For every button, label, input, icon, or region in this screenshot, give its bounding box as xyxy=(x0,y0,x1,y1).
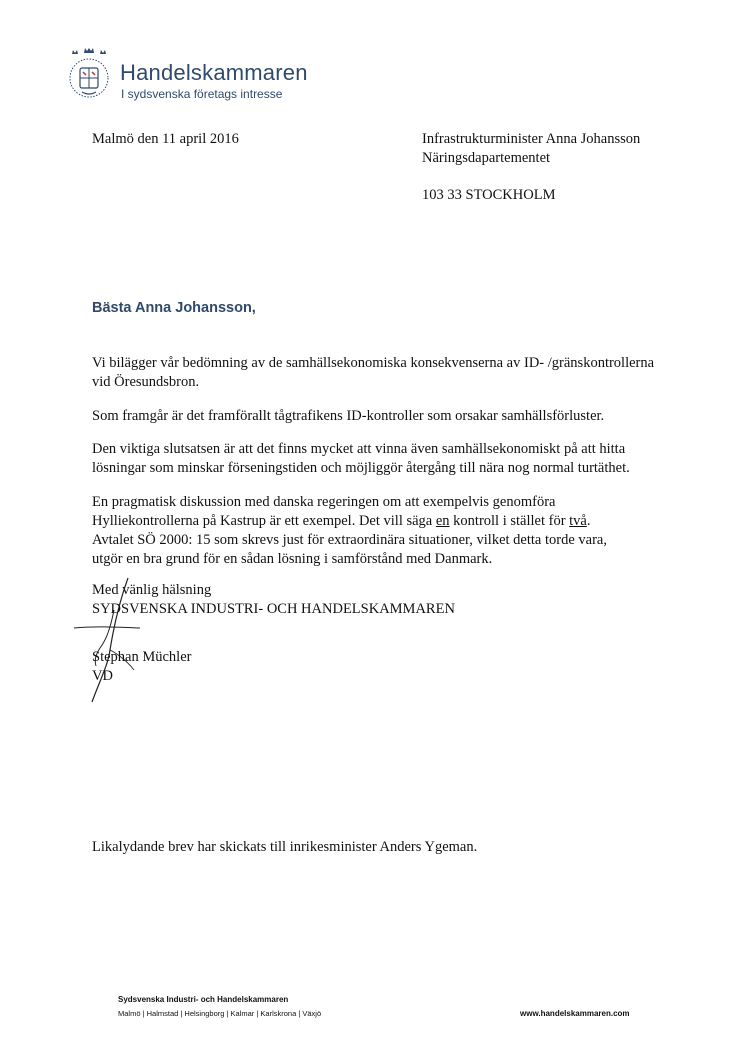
underlined-word: en xyxy=(435,513,450,529)
paragraph-line: vid Öresundsbron. xyxy=(92,374,200,390)
paragraph-line: Den viktiga slutsatsen är att det finns mycket att vinna även samhällsekonomiskt på att hitta xyxy=(92,441,626,457)
footer-office-cities: Malmö | Halmstad | Helsingborg | Kalmar | Karlskrona | Växjö xyxy=(118,1009,322,1018)
signer-title: VD xyxy=(92,668,113,684)
paragraph-line: utgör en bra grund för en sådan lösning i samförstånd med Danmark. xyxy=(92,551,493,567)
footer-organization: Sydsvenska Industri- och Handelskammaren xyxy=(118,995,289,1004)
paragraph-line: Avtalet SÖ 2000: 15 som skrevs just för extraordinära situationer, vilket detta torde vara, xyxy=(92,532,607,548)
recipient-line-1: Infrastrukturminister Anna Johansson xyxy=(422,131,641,147)
greeting: Bästa Anna Johansson, xyxy=(92,300,256,316)
paragraph-line: lösningar som minskar förseningstiden och möjliggör återgång till nära nog normal turtäthet. xyxy=(92,460,630,476)
paragraph-2: Som framgår är det framförallt tågtrafikens ID-kontroller som orsakar samhällsförluster. xyxy=(92,408,605,424)
closing-organization: SYDSVENSKA INDUSTRI- OCH HANDELSKAMMAREN xyxy=(92,601,455,617)
cc-note: Likalydande brev har skickats till inrikesminister Anders Ygeman. xyxy=(92,839,478,855)
handwritten-signature xyxy=(70,570,150,710)
paragraph-3 xyxy=(92,440,672,478)
recipient-line-3: 103 33 STOCKHOLM xyxy=(422,187,556,203)
recipient-line-2: Näringsdapartementet xyxy=(422,150,551,166)
recipient-address xyxy=(422,130,640,205)
text-run: kontroll i stället för xyxy=(449,513,570,529)
closing-salutation: Med vänlig hälsning xyxy=(92,582,212,598)
paragraph-4 xyxy=(92,493,672,569)
underlined-word: två xyxy=(569,513,587,529)
letterhead-tagline: I sydsvenska företags intresse xyxy=(121,87,283,101)
letterhead-org-name: Handelskammaren xyxy=(120,60,308,85)
text-run: Hylliekontrollerna på Kastrup är ett exempel. Det vill säga xyxy=(92,513,436,529)
paragraph-line: En pragmatisk diskussion med danska regeringen om att exempelvis genomföra xyxy=(92,494,556,510)
paragraph-line: Vi bilägger vår bedömning av de samhällsekonomiska konsekvenserna av ID- /gränskontrollerna xyxy=(92,355,655,371)
paragraph-line xyxy=(92,512,672,531)
signer-name: Stephan Müchler xyxy=(92,649,192,665)
signer-block xyxy=(92,648,191,686)
paragraph-1 xyxy=(92,354,672,392)
date-line: Malmö den 11 april 2016 xyxy=(92,131,239,147)
chamber-seal-logo xyxy=(64,46,114,102)
text-run: . xyxy=(586,513,591,529)
footer-website-link[interactable]: www.handelskammaren.com xyxy=(520,1009,630,1018)
